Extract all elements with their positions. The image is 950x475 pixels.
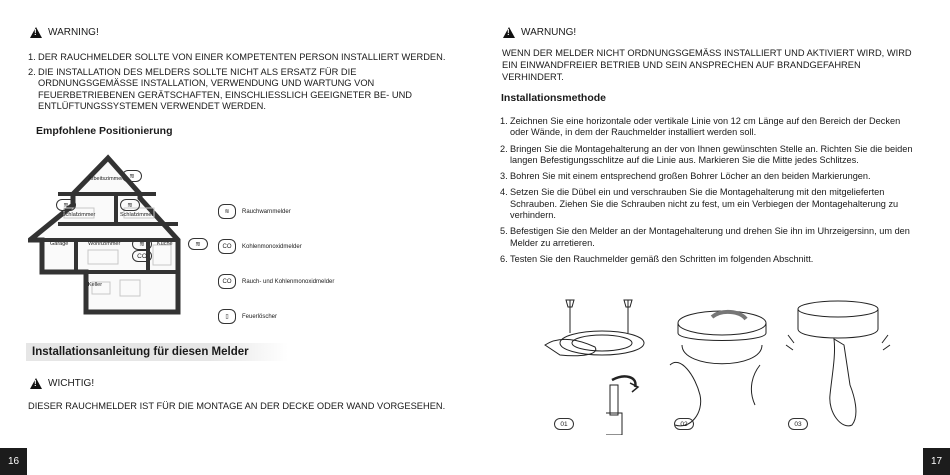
smoke-heat-icon: ≋ <box>120 199 140 211</box>
smoke-heat-icon: ≋ <box>218 204 236 219</box>
page-number: 17 <box>923 448 950 475</box>
legend-item: ▯ Feuerlöscher <box>218 309 334 324</box>
important-title: WICHTIG! <box>48 378 95 389</box>
list-item: 3. Bohren Sie mit einem entsprechend großen Bohrer Löcher an den beiden Markierungen. <box>500 171 871 182</box>
steps-list <box>500 116 920 270</box>
method-title: Installationsmethode <box>501 92 607 104</box>
positioning-title: Empfohlene Positionierung <box>36 125 173 137</box>
smoke-heat-icon: ≋ <box>56 199 76 211</box>
room-label: Küche <box>157 241 173 247</box>
illustration-attach-detector <box>660 295 775 435</box>
figure-label: 02 <box>674 418 694 430</box>
warning-header <box>30 27 99 38</box>
legend-item: ≋ Rauchwarnmelder <box>218 204 334 219</box>
install-title: Installationsanleitung für diesen Melder <box>26 343 288 361</box>
extinguisher-icon: ▯ <box>218 309 236 324</box>
illustration-test-detector <box>780 295 895 435</box>
co-icon: CO <box>132 250 152 262</box>
warning-title: WARNUNG! <box>521 27 577 38</box>
room-label: Wohnzimmer <box>88 241 121 247</box>
warning-triangle-icon <box>30 378 42 389</box>
warning-triangle-icon <box>30 27 42 38</box>
warning-text: WENN DER MELDER NICHT ORDNUNGSGEMÄSS INSTALLIERT UND AKTIVIERT WIRD, WIRD EIN EINWANDFREIER BETRIEB UND SEIN ANSPRECHEN AUF BRANDGEFAHREN VERHINDERT. <box>502 48 912 82</box>
legend-item: CO Rauch- und Kohlenmonoxidmelder <box>218 274 334 289</box>
room-label: Schlafzimmer <box>62 212 96 218</box>
smoke-co-icon: CO <box>218 274 236 289</box>
figure-label: 03 <box>788 418 808 430</box>
warning-triangle-icon <box>503 27 515 38</box>
list-item: 2. Bringen Sie die Montagehalterung an der von Ihnen gewünschten Stelle an. Richten Sie die beiden langen Befestigungsschlitze auf die Linie aus. Markieren Sie die Mitte jedes Schlitzes. <box>500 143 913 165</box>
list-item: 1. Zeichnen Sie eine horizontale oder vertikale Linie von 12 cm Länge auf den Bereich der Decken oder Wände, in dem der Rauchmelder installiert werden soll. <box>500 116 901 138</box>
page-number: 16 <box>0 448 27 475</box>
room-label: Schlafzimmer <box>120 212 154 218</box>
smoke-heat-icon: ≋ <box>122 170 142 182</box>
right-page <box>475 0 950 475</box>
warning-header <box>503 27 576 38</box>
smoke-heat-icon: ≋ <box>188 238 208 250</box>
warning-title: WARNING! <box>48 27 99 38</box>
room-label: Garage <box>50 241 69 247</box>
legend-item: CO Kohlenmonoxidmelder <box>218 239 334 254</box>
room-label: Keller <box>88 282 103 288</box>
illustration-mounting-bracket <box>540 295 655 435</box>
figure-label: 01 <box>554 418 574 430</box>
warning-list <box>28 52 448 113</box>
list-item: 2. DIE INSTALLATION DES MELDERS SOLLTE NICHT ALS ERSATZ FÜR DIE ORDNUNGSGEMÄSSE INSTALLATION, VERWENDUNG UND WARTUNG VON FEUERBETRIEBENEN GERÄTSCHAFTEN, EINSCHLIESSLICH GEEIGNETER BE- UND ENTLÜFTUNGSSYSTEMEN VERWENDET WERDEN. <box>28 66 413 112</box>
room-label: Arbeitszimmer <box>88 176 124 182</box>
list-item: 1. DER RAUCHMELDER SOLLTE VON EINER KOMPETENTEN PERSON INSTALLIERT WERDEN. <box>28 52 446 62</box>
list-item: 5. Befestigen Sie den Melder an der Montagehalterung und drehen Sie ihn im Uhrzeigersinn, um den Melder zu arretieren. <box>500 226 910 248</box>
important-header <box>30 378 94 389</box>
co-icon: CO <box>218 239 236 254</box>
smoke-heat-icon: ≋ <box>132 238 152 250</box>
important-text: DIESER RAUCHMELDER IST FÜR DIE MONTAGE AN DER DECKE ODER WAND VORGESEHEN. <box>28 401 446 411</box>
list-item: 4. Setzen Sie die Dübel ein und verschrauben Sie die Montagehalterung mit den mitgelieferten Schrauben. Ziehen Sie die Schrauben nicht zu fest, um ein Verbiegen der Montagehalterung zu verhindern. <box>500 187 899 221</box>
legend <box>218 204 334 324</box>
list-item: 6. Testen Sie den Rauchmelder gemäß den Schritten im folgenden Abschnitt. <box>500 253 814 264</box>
